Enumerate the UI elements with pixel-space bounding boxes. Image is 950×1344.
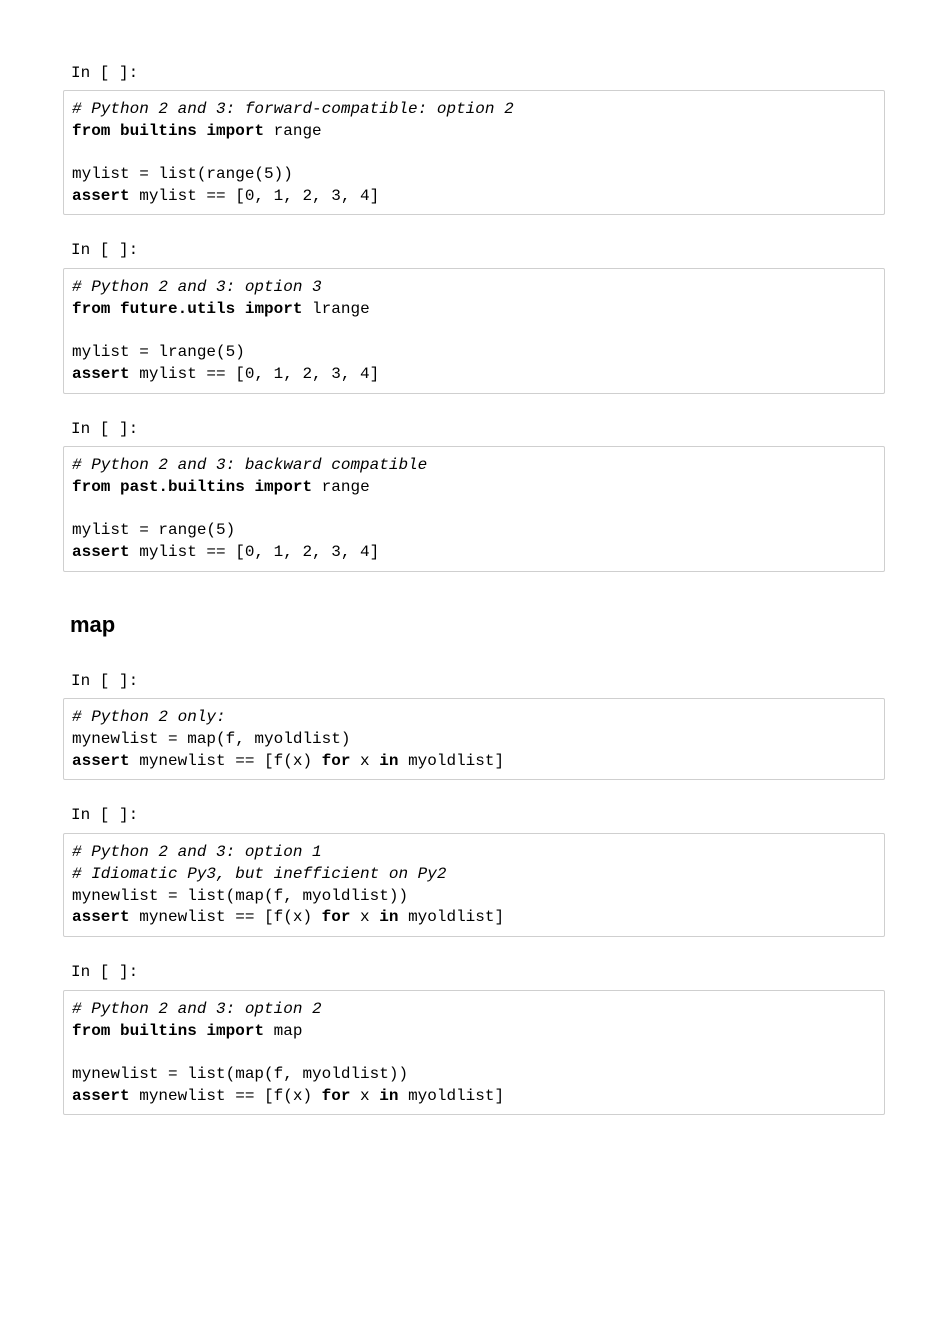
code-cell[interactable] (63, 90, 885, 215)
code-text (110, 300, 120, 318)
code-cell[interactable] (63, 833, 885, 937)
code-text: range (312, 477, 370, 496)
code-keyword: past.builtins (120, 477, 245, 496)
code-comment: # Python 2 and 3: forward-compatible: option 2 (72, 100, 514, 118)
code-line (72, 864, 876, 886)
code-keyword: assert (72, 187, 130, 206)
input-prompt: In [ ]: (71, 806, 139, 824)
code-comment: # Python 2 and 3: option 1 (72, 843, 322, 861)
code-comment: # Idiomatic Py3, but inefficient on Py2 (72, 864, 447, 883)
code-line (72, 499, 876, 521)
code-text (110, 1022, 120, 1040)
code-keyword: import (206, 1021, 265, 1040)
code-line (72, 729, 876, 751)
code-cell[interactable] (63, 268, 885, 394)
code-cell[interactable] (63, 446, 885, 572)
code-text: x (350, 1087, 380, 1106)
code-text: mylist == [0, 1, 2, 3, 4] (129, 365, 380, 384)
code-text: x (350, 908, 380, 927)
code-line (72, 477, 876, 499)
code-text: mynewlist == [f(x) (129, 908, 322, 927)
code-text (110, 122, 120, 140)
code-cell[interactable] (63, 698, 885, 780)
code-text: mylist == [0, 1, 2, 3, 4] (129, 543, 380, 562)
input-prompt: In [ ]: (71, 672, 139, 690)
code-text: lrange (302, 299, 370, 318)
code-keyword: in (379, 1087, 399, 1106)
code-keyword: from (72, 477, 111, 496)
code-text (110, 478, 120, 496)
code-keyword: for (321, 751, 351, 770)
code-line (72, 842, 876, 864)
code-line (72, 1043, 876, 1065)
code-keyword: in (379, 908, 399, 927)
code-text: mynewlist = list(map(f, myoldlist)) (72, 886, 409, 905)
code-keyword: assert (72, 751, 130, 770)
code-line (72, 277, 876, 299)
code-text (245, 478, 255, 496)
code-text: map (264, 1021, 303, 1040)
code-line (72, 342, 876, 364)
input-prompt: In [ ]: (71, 420, 139, 438)
code-keyword: in (379, 751, 399, 770)
code-line (72, 99, 876, 121)
code-text (197, 1022, 207, 1040)
code-text: myoldlist] (398, 908, 505, 927)
code-line (72, 886, 876, 908)
code-keyword: builtins (120, 121, 197, 140)
code-editor[interactable] (72, 277, 876, 386)
code-keyword: future.utils (120, 299, 236, 318)
code-editor[interactable] (72, 707, 876, 772)
code-text: range (264, 121, 322, 140)
code-line (72, 1064, 876, 1086)
code-text: mylist == [0, 1, 2, 3, 4] (129, 187, 380, 206)
code-comment: # Python 2 and 3: option 3 (72, 278, 322, 296)
code-line (72, 143, 876, 165)
code-keyword: assert (72, 908, 130, 927)
code-editor[interactable] (72, 99, 876, 208)
code-line (72, 1086, 876, 1108)
code-text (235, 300, 245, 318)
code-keyword: from (72, 121, 111, 140)
code-keyword: from (72, 299, 111, 318)
input-prompt: In [ ]: (71, 241, 139, 259)
code-keyword: assert (72, 543, 130, 562)
code-editor[interactable] (72, 842, 876, 929)
code-line (72, 520, 876, 542)
code-text: myoldlist] (398, 1087, 505, 1106)
code-text: mynewlist = map(f, myoldlist) (72, 729, 351, 748)
code-line (72, 999, 876, 1021)
code-keyword: assert (72, 365, 130, 384)
code-text: myoldlist] (398, 751, 505, 770)
code-keyword: for (321, 908, 351, 927)
code-text: mylist = lrange(5) (72, 343, 245, 362)
code-line (72, 186, 876, 208)
code-text: mynewlist = list(map(f, myoldlist)) (72, 1065, 409, 1084)
code-keyword: from (72, 1021, 111, 1040)
code-keyword: builtins (120, 1021, 197, 1040)
code-text: x (350, 751, 380, 770)
code-line (72, 907, 876, 929)
code-line (72, 751, 876, 773)
code-text: mylist = list(range(5)) (72, 165, 293, 184)
code-line (72, 707, 876, 729)
code-comment: # Python 2 and 3: option 2 (72, 1000, 322, 1018)
code-line (72, 542, 876, 564)
code-editor[interactable] (72, 455, 876, 564)
code-text: mylist = range(5) (72, 521, 236, 540)
code-line (72, 455, 876, 477)
code-comment: # Python 2 only: (72, 708, 226, 726)
code-keyword: for (321, 1087, 351, 1106)
code-cell[interactable] (63, 990, 885, 1115)
section-heading: map (70, 612, 116, 637)
code-line (72, 364, 876, 386)
code-line (72, 299, 876, 321)
code-keyword: import (244, 299, 303, 318)
code-line (72, 321, 876, 343)
code-line (72, 121, 876, 143)
code-line (72, 164, 876, 186)
code-text (197, 122, 207, 140)
code-line (72, 1021, 876, 1043)
code-comment: # Python 2 and 3: backward compatible (72, 456, 428, 474)
code-keyword: import (254, 477, 313, 496)
code-keyword: import (206, 121, 265, 140)
code-text: mynewlist == [f(x) (129, 1087, 322, 1106)
input-prompt: In [ ]: (71, 963, 139, 981)
input-prompt: In [ ]: (71, 64, 139, 82)
code-keyword: assert (72, 1087, 130, 1106)
code-text: mynewlist == [f(x) (129, 751, 322, 770)
code-editor[interactable] (72, 999, 876, 1108)
